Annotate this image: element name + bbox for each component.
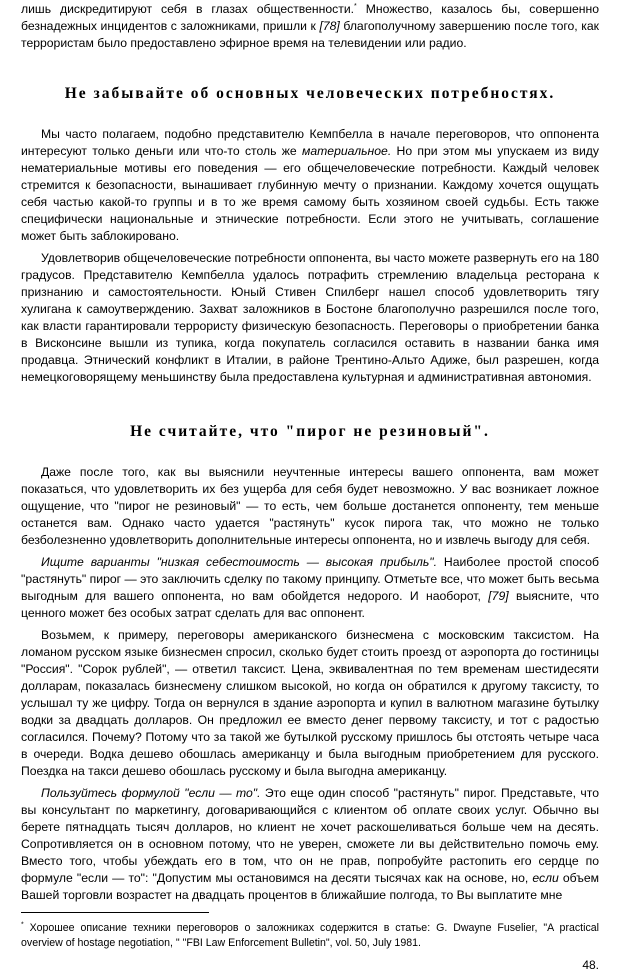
- s2-p4-text-b: объем Вашей торговли возрастет на двадцать процентов в ближайшие полгода, то Вы выплатите мне: [21, 871, 599, 902]
- footnote-text: Хорошее описание техники переговоров о заложниках содержится в статье: G. Dwayne Fuselier, "A practical overview of hostage negotiation, " "FBI Law Enforcement Bulletin", vol. 50, July 1981.: [21, 922, 599, 949]
- s1-p1-emphasis: материальное.: [302, 144, 392, 158]
- intro-text-a: лишь дискредитируют себя в глазах общественности.: [21, 2, 355, 16]
- s2-p4-emphasis: Пользуйтесь формулой "если — то".: [41, 786, 261, 800]
- section1-paragraph-1: [21, 126, 599, 245]
- s2-p4-emphasis-2: если: [532, 871, 559, 885]
- s1-p1-text-b: Но при этом мы упускаем из виду нематериальные мотивы его поведения — его общечеловеческие потребности. Каждый человек стремится к безопасности, вынашивает глубинную мечту о признании. Каждому хочется ощущать себя частью какой-то группы и в то же время самому быть хозяином своей судьбы. Есть также специфически национальные и этнические потребности. Если этого не учитывать, соглашение может быть заблокировано.: [21, 144, 599, 243]
- section2-paragraph-3: Возьмем, к примеру, переговоры американского бизнесмена с московским таксистом. На ломаном русском языке бизнесмен спросил, сколько будет стоить проезд от аэропорта до гостиницы "Россия". "Сорок рублей", — ответил таксист. Цена, эквивалентная по тем временам шестидесяти долларам, показалась бизнесмену слишком высокой, но когда он обратился к другому таксисту, то услышал ту же цифру. Тогда он вернулся в здание аэропорта и купил в валютном магазине бутылку водки за двадцать долларов. Он предложил ее вместо денег первому таксисту, и тот с радостью согласился. Почему? Потому что за такой же бутылкой русскому пришлось бы отстоять четыре часа в очереди. Водка дешево обошлась американцу и была выгодным приобретением для русского. Поездка на такси дешево обошлась русскому и была выгодна американцу.: [21, 628, 599, 778]
- footnote: [21, 921, 599, 951]
- intro-reference: [78]: [319, 19, 340, 33]
- footnote-marker-bottom: *: [21, 921, 24, 929]
- footnote-marker: *: [354, 2, 357, 10]
- s2-p2-reference: [79]: [488, 589, 509, 603]
- page-number: 48.: [582, 958, 599, 972]
- s2-p2-emphasis: Ищите варианты "низкая себестоимость — высокая прибыль".: [41, 555, 438, 569]
- s2-p2-text-b: выясните, что ценного может без особых затрат сделать для вас оппонент.: [21, 589, 599, 620]
- section2-paragraph-4: [21, 785, 599, 904]
- section1-paragraph-2: Удовлетворив общечеловеческие потребности оппонента, вы часто можете развернуть его на 180 градусов. Представителю Кемпбелла удалось потрафить стремлению владельца ресторана к признанию и самостоятельности. Юный Стивен Спилберг нашел способ удовлетворить тягу хулигана к самоутверждению. Захват заложников в Бостоне благополучно разрешился после того, как власти гарантировали террористу физическую безопасность. Переговоры о приобретении банка в Висконсине вышли из тупика, когда покупатель согласился оставить в названии банка имя продавца. Этнический конфликт в Италии, в районе Трентино-Альто Адиже, был разрешен, когда немецкоговорящему меньшинству была предоставлена культурная и административная автономия.: [21, 251, 599, 384]
- section-heading-needs: Не забывайте об основных человеческих потребностях.: [64, 85, 556, 102]
- section2-paragraph-2: [21, 554, 599, 622]
- intro-text-b: Множество, казалось бы, совершенно безнадежных инцидентов с заложниками, пришли к: [21, 2, 599, 33]
- intro-text-c: благополучному завершению после того, как террористам было предоставлено эфирное время на телевидении или радио.: [21, 19, 600, 50]
- s2-p4-text-a: Это еще один способ "растянуть" пирог. Представьте, что вы консультант по маркетингу, договаривающийся с клиентом об оплате своих услуг. Обычно вы берете пятнадцать тысяч долларов, но клиент не хочет раскошеливаться больше чем на десять. Сопротивляется он в основном потому, что не уверен, сможете ли вы действительно помочь ему. Вместо того, чтобы убеждать его в том, что он не прав, попробуйте растопить его сердце по формуле "если — то": "Допустим мы остановимся на десяти тысячах как на основе, но,: [21, 786, 599, 885]
- section-heading-pie: Не считайте, что "пирог не резиновый".: [130, 423, 490, 440]
- intro-paragraph: [21, 1, 599, 52]
- section2-paragraph-1: Даже после того, как вы выяснили неучтенные интересы вашего оппонента, вам может показаться, что удовлетворить их без ущерба для себя будет невозможно. У вас возникает ложное ощущение, что "пирог не резиновый" — то есть, чем больше достанется оппоненту, тем меньше останется вам. Однако часто удается "растянуть" кусок пирога так, что можно не только безболезненно удовлетворить дополнительные интересы оппонента, но и извлечь выгоду для себя.: [21, 465, 599, 547]
- s2-p2-text-a: Наиболее простой способ "растянуть" пирог — это заключить сделку по такому принципу. Отметьте все, что может быть весьма выгодным для вашего оппонента, но вам обойдется недорого. И наоборот,: [21, 555, 599, 603]
- footnote-divider: [21, 912, 209, 913]
- s1-p1-text-a: Мы часто полагаем, подобно представителю Кемпбелла в начале переговоров, что оппонента интересуют только деньги или что-то столь же: [21, 127, 599, 158]
